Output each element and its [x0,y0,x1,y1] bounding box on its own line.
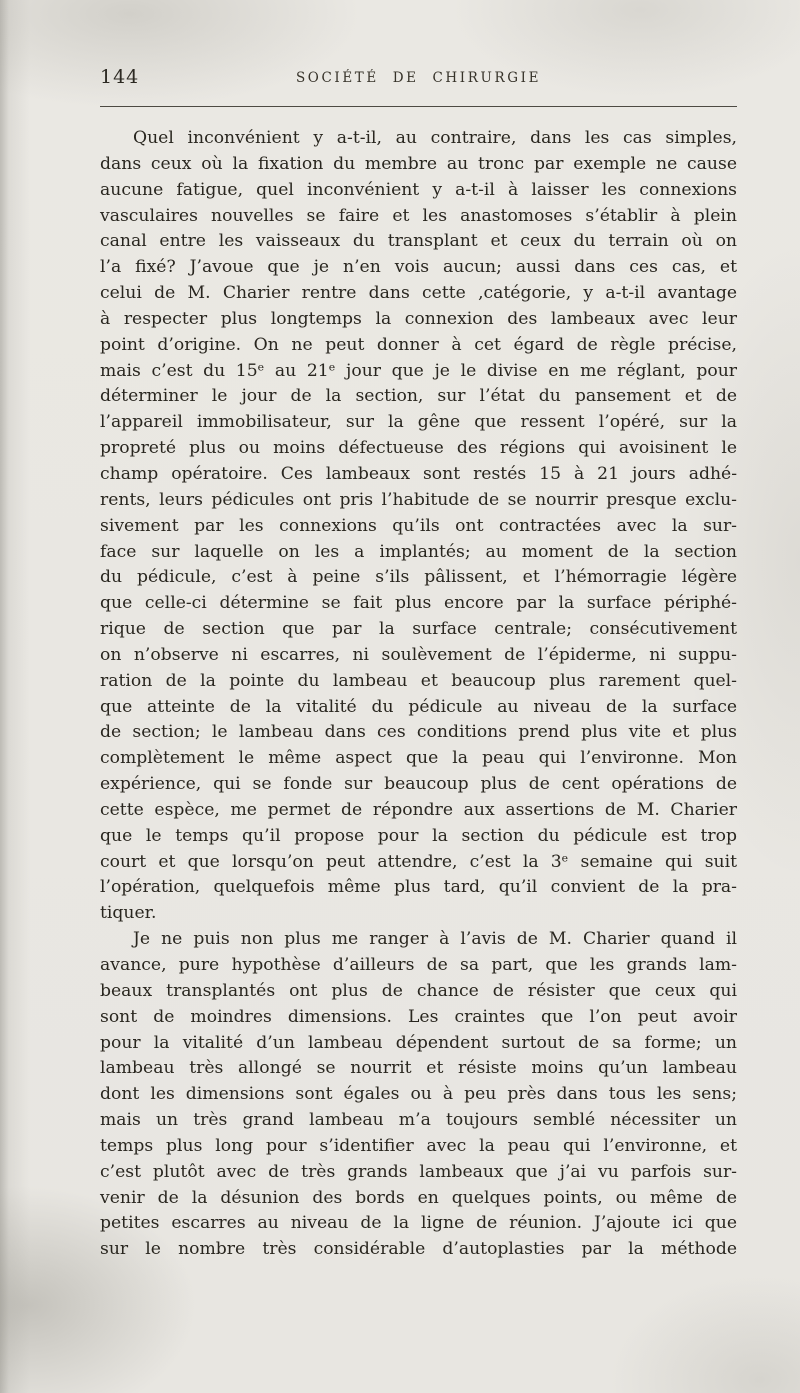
text-line: Je ne puis non plus me ranger à l’avis de M. Charier quand il [133,929,737,950]
text-line: rents, leurs pédicules ont pris l’habitude de se nourrir presque exclu- [100,489,737,510]
text-line: aucune fatigue, quel inconvénient y a-t-il à laisser les connexions [100,179,737,200]
page-body [100,126,737,1263]
text-line: beaux transplantés ont plus de chance de résister que ceux qui [100,980,737,1001]
text-line: face sur laquelle on les a implantés; au moment de la section [100,541,737,562]
text-line: avance, pure hypothèse d’ailleurs de sa part, que les grands lam- [100,955,737,975]
text-line: tiquer. [100,903,157,924]
text-line: dont les dimensions sont égales ou à peu près dans tous les sens; [100,1084,737,1105]
text-line: propreté plus ou moins défectueuse des régions qui avoisinent le [100,438,737,459]
text-line: sur le nombre très considérable d’autoplasties par la méthode [100,1239,737,1260]
text-line: que celle-ci détermine se fait plus encore par la surface périphé- [100,593,737,614]
text-line: Quel inconvénient y a-t-il, au contraire, dans les cas simples, [133,128,737,148]
text-line: court et que lorsqu’on peut attendre, c’est la 3ᵉ semaine qui suit [100,851,737,872]
text-line: du pédicule, c’est à peine s’ils pâlissent, et l’hémorragie légère [100,567,737,588]
text-line: petites escarres au niveau de la ligne de réunion. J’ajoute ici que [100,1213,737,1234]
text-line: vasculaires nouvelles se faire et les anastomoses s’établir à plein [100,205,737,226]
journal-header-title: SOCIÉTÉ DE CHIRURGIE [295,70,542,86]
text-line: l’opération, quelquefois même plus tard, qu’il convient de la pra- [100,877,737,898]
text-line: expérience, qui se fonde sur beaucoup plus de cent opérations de [100,774,737,795]
text-line: temps plus long pour s’identifier avec la peau qui l’environne, et [100,1135,737,1156]
text-line: l’a fixé? J’avoue que je n’en vois aucun; aussi dans ces cas, et [100,257,737,278]
text-line: venir de la désunion des bords en quelques points, ou même de [100,1187,737,1208]
text-line: sivement par les connexions qu’ils ont contractées avec la sur- [100,515,737,536]
text-line: on n’observe ni escarres, ni soulèvement de l’épiderme, ni suppu- [100,644,737,665]
header-divider [100,106,737,107]
text-line: mais un très grand lambeau m’a toujours semblé nécessiter un [100,1110,737,1131]
text-line: dans ceux où la fixation du membre au tronc par exemple ne cause [100,153,737,174]
text-line: l’appareil immobilisateur, sur la gêne que ressent l’opéré, sur la [100,412,737,433]
text-line: cette espèce, me permet de répondre aux assertions de M. Charier [100,799,737,820]
text-line: sont de moindres dimensions. Les craintes que l’on peut avoir [100,1006,737,1027]
text-line: ration de la pointe du lambeau et beaucoup plus rarement quel- [100,670,737,691]
page-number: 144 [100,66,140,88]
text-line: mais c’est du 15ᵉ au 21ᵉ jour que je le divise en me réglant, pour [100,360,737,381]
text-line: rique de section que par la surface centrale; consécutivement [100,619,737,640]
text-line: point d’origine. On ne peut donner à cet égard de règle précise, [100,334,737,355]
text-line: à respecter plus longtemps la connexion des lambeaux avec leur [100,308,737,329]
text-line: de section; le lambeau dans ces conditions prend plus vite et plus [100,722,737,743]
text-line: c’est plutôt avec de très grands lambeaux que j’ai vu parfois sur- [100,1161,737,1182]
text-line: champ opératoire. Ces lambeaux sont restés 15 à 21 jours adhé- [100,463,737,484]
text-line: lambeau très allongé se nourrit et résiste moins qu’un lambeau [100,1058,737,1079]
text-line: que atteinte de la vitalité du pédicule au niveau de la surface [100,696,737,717]
text-line: celui de M. Charier rentre dans cette ‚catégorie, y a-t-il avantage [100,283,737,304]
text-line: que le temps qu’il propose pour la section du pédicule est trop [100,825,737,846]
text-line: complètement le même aspect que la peau qui l’environne. Mon [100,748,737,769]
text-line: pour la vitalité d’un lambeau dépendent surtout de sa forme; un [100,1032,737,1053]
text-line: déterminer le jour de la section, sur l’état du pansement et de [100,386,737,407]
text-line: canal entre les vaisseaux du transplant et ceux du terrain où on [100,231,737,252]
